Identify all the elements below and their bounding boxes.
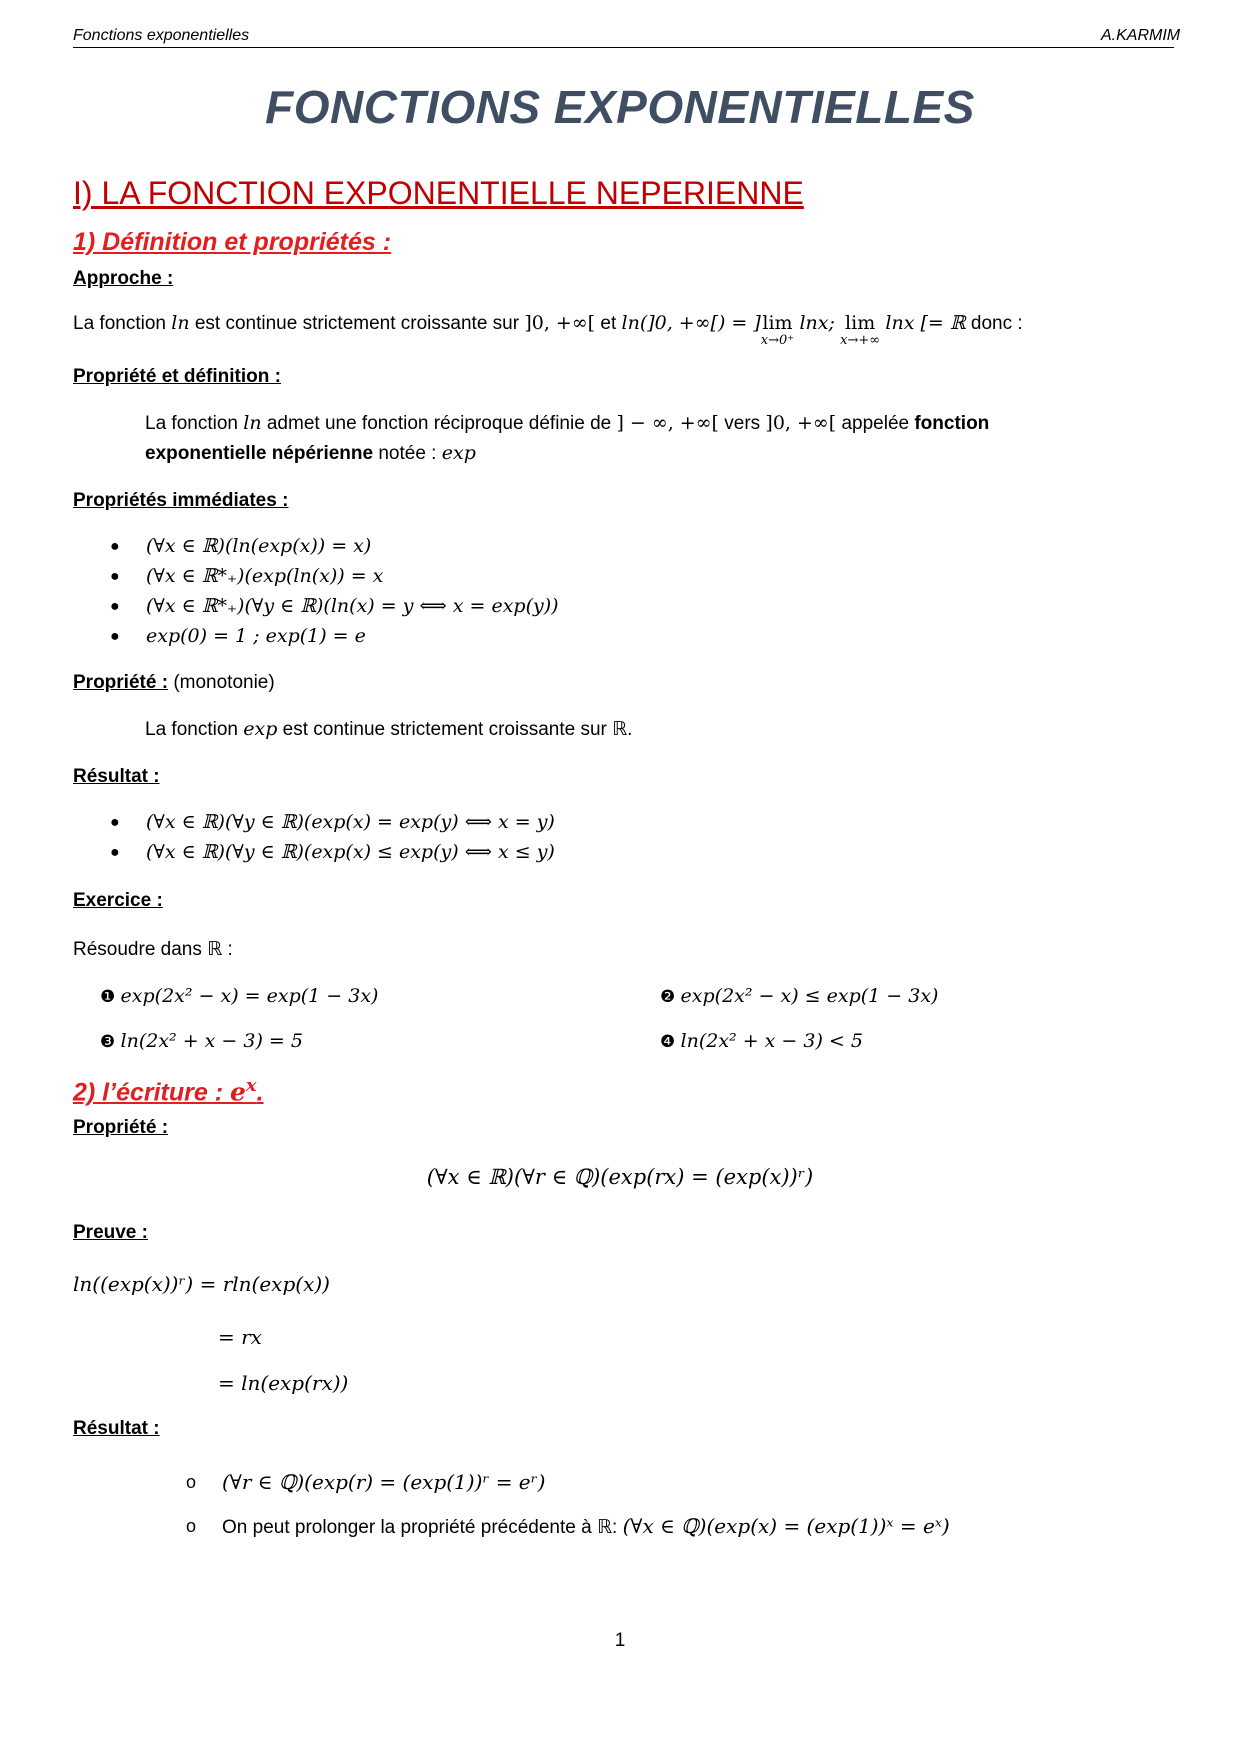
text: et bbox=[595, 313, 622, 334]
text: La fonction bbox=[145, 719, 244, 740]
bold-text: exponentielle népérienne bbox=[145, 443, 374, 464]
bullet-icon: ● bbox=[110, 568, 120, 585]
bullet-icon: ● bbox=[110, 814, 120, 831]
lim-word: lim bbox=[845, 312, 876, 334]
math: ]0, +∞[ bbox=[765, 412, 837, 434]
page-title: FONCTIONS EXPONENTIELLES bbox=[265, 81, 975, 133]
preuve-line: = rx bbox=[218, 1325, 262, 1349]
resultat2-label: Résultat : bbox=[73, 1418, 160, 1439]
approche-text bbox=[73, 312, 1023, 348]
immediate-item: exp(0) = 1 ; exp(1) = e bbox=[146, 625, 366, 647]
text: est continue strictement croissante sur ℝ. bbox=[277, 719, 633, 740]
header-rule bbox=[73, 47, 1174, 48]
subsection-heading-2 bbox=[73, 1075, 264, 1107]
math: ln bbox=[171, 312, 190, 334]
text: . bbox=[256, 1078, 264, 1107]
propdef-line1 bbox=[145, 412, 989, 435]
immediate-item: (∀x ∈ ℝ*₊)(exp(ln(x)) = x bbox=[146, 565, 384, 587]
math: ] − ∞, +∞[ bbox=[616, 412, 719, 434]
text: 2) l’écriture : bbox=[73, 1078, 230, 1107]
math: lnx [= ℝ bbox=[885, 312, 966, 334]
immediates-label: Propriétés immédiates : bbox=[73, 490, 289, 511]
bullet-icon: ● bbox=[110, 538, 120, 555]
math: exp(2x² − x) = exp(1 − 3x) bbox=[120, 985, 379, 1007]
monotonie-heading bbox=[73, 672, 275, 694]
resultat-item: (∀x ∈ ℝ)(∀y ∈ ℝ)(exp(x) = exp(y) ⟺ x = y) bbox=[146, 811, 555, 833]
number-icon: ❷ bbox=[660, 987, 676, 1007]
math: ]0, +∞[ bbox=[524, 312, 596, 334]
lim-subscript: x→+∞ bbox=[840, 333, 881, 348]
math: ln(2x² + x − 3) < 5 bbox=[680, 1030, 863, 1052]
number-icon: ❸ bbox=[100, 1032, 116, 1052]
limit-2 bbox=[840, 312, 880, 348]
math: lnx; bbox=[799, 312, 835, 334]
propriete2-formula: (∀x ∈ ℝ)(∀r ∈ ℚ)(exp(rx) = (exp(x))ʳ) bbox=[426, 1165, 814, 1189]
text: On peut prolonger la propriété précédente à ℝ: bbox=[222, 1517, 623, 1538]
math: ln bbox=[243, 412, 262, 434]
approche-label: Approche : bbox=[73, 268, 174, 289]
propriete2-label: Propriété : bbox=[73, 1117, 169, 1138]
resultat2-item bbox=[222, 1514, 950, 1539]
preuve-line: = ln(exp(rx)) bbox=[218, 1371, 349, 1395]
math-sup: x bbox=[245, 1075, 257, 1096]
header-left: Fonctions exponentielles bbox=[73, 27, 250, 44]
exercise-item bbox=[100, 985, 378, 1008]
preuve-line: ln((exp(x))ʳ) = rln(exp(x)) bbox=[73, 1272, 330, 1296]
text: La fonction bbox=[73, 313, 172, 334]
bullet-icon: ● bbox=[110, 628, 120, 645]
circle-bullet-icon: o bbox=[186, 1516, 197, 1536]
math: exp bbox=[441, 442, 476, 464]
text: notée : bbox=[373, 443, 442, 464]
page-number: 1 bbox=[614, 1630, 626, 1651]
number-icon: ❹ bbox=[660, 1032, 676, 1052]
limit-1 bbox=[761, 312, 794, 348]
label: Propriété : bbox=[73, 672, 169, 693]
math: e bbox=[230, 1077, 246, 1107]
immediate-item: (∀x ∈ ℝ*₊)(∀y ∈ ℝ)(ln(x) = y ⟺ x = exp(y)) bbox=[146, 595, 559, 617]
text: admet une fonction réciproque définie de bbox=[261, 413, 617, 434]
text: donc : bbox=[965, 313, 1023, 334]
bullet-icon: ● bbox=[110, 844, 120, 861]
math: ln(]0, +∞[) = ] bbox=[621, 312, 761, 334]
math: exp(2x² − x) ≤ exp(1 − 3x) bbox=[680, 985, 939, 1007]
exercice-intro: Résoudre dans ℝ : bbox=[73, 939, 233, 960]
math: exp bbox=[243, 718, 278, 740]
resultat-item: (∀x ∈ ℝ)(∀y ∈ ℝ)(exp(x) ≤ exp(y) ⟺ x ≤ y) bbox=[146, 841, 555, 863]
math: ln(2x² + x − 3) = 5 bbox=[120, 1030, 303, 1052]
circle-bullet-icon: o bbox=[186, 1472, 197, 1492]
propdef-line2 bbox=[145, 442, 476, 465]
lim-subscript: x→0⁺ bbox=[760, 333, 795, 348]
text: (monotonie) bbox=[173, 672, 275, 693]
math: (∀x ∈ ℚ)(exp(x) = (exp(1))ˣ = eˣ) bbox=[622, 1514, 950, 1538]
section-heading: I) LA FONCTION EXPONENTIELLE NEPERIENNE bbox=[73, 175, 804, 211]
propdef-label: Propriété et définition : bbox=[73, 366, 281, 387]
text: est continue strictement croissante sur bbox=[189, 313, 525, 334]
exercice-label: Exercice : bbox=[73, 890, 163, 911]
resultat1-label: Résultat : bbox=[73, 766, 160, 787]
resultat2-item: (∀r ∈ ℚ)(exp(r) = (exp(1))ʳ = eʳ) bbox=[222, 1470, 546, 1494]
text: vers bbox=[718, 413, 766, 434]
lim-word: lim bbox=[762, 312, 793, 334]
exercise-item bbox=[100, 1030, 303, 1053]
monotonie-text bbox=[145, 718, 632, 741]
exercise-item bbox=[660, 1030, 863, 1053]
text: appelée bbox=[836, 413, 915, 434]
number-icon: ❶ bbox=[100, 987, 116, 1007]
subsection-heading-1: 1) Définition et propriétés : bbox=[73, 228, 392, 256]
preuve-label: Preuve : bbox=[73, 1222, 148, 1243]
bullet-icon: ● bbox=[110, 598, 120, 615]
exercise-item bbox=[660, 985, 938, 1008]
text: La fonction bbox=[145, 413, 244, 434]
immediate-item: (∀x ∈ ℝ)(ln(exp(x)) = x) bbox=[146, 535, 372, 557]
header-right: A.KARMIM bbox=[1101, 27, 1181, 44]
bold-text: fonction bbox=[914, 413, 990, 434]
